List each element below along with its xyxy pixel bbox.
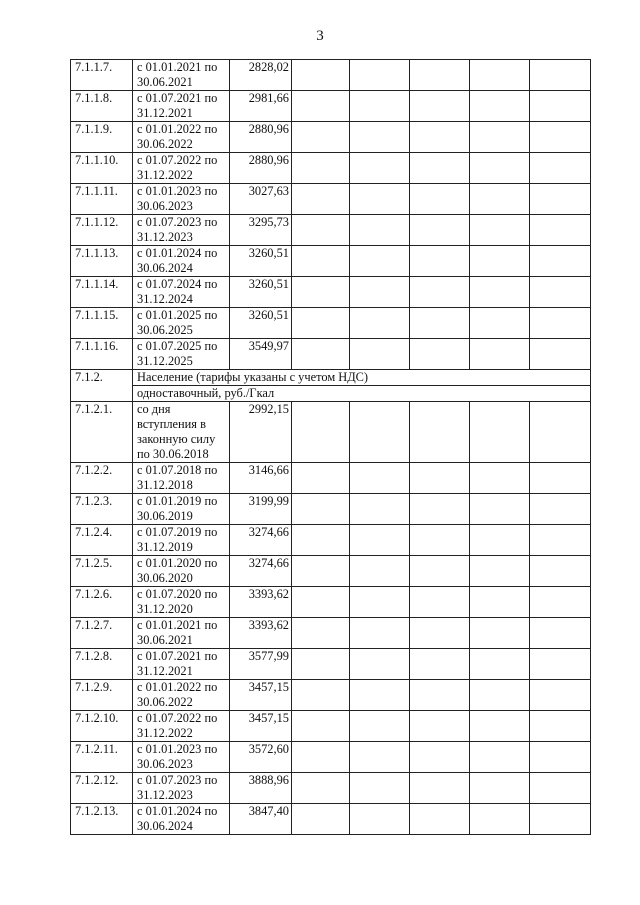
empty-cell xyxy=(530,525,591,556)
empty-cell xyxy=(350,402,410,463)
row-number: 7.1.1.8. xyxy=(71,91,133,122)
empty-cell xyxy=(530,122,591,153)
empty-cell xyxy=(530,680,591,711)
empty-cell xyxy=(292,91,350,122)
row-number: 7.1.1.7. xyxy=(71,60,133,91)
tariff-table xyxy=(70,59,591,835)
period-cell: с 01.07.2020 по 31.12.2020 xyxy=(133,587,230,618)
empty-cell xyxy=(350,184,410,215)
period-cell: с 01.01.2022 по 30.06.2022 xyxy=(133,680,230,711)
empty-cell xyxy=(410,525,470,556)
empty-cell xyxy=(410,494,470,525)
empty-cell xyxy=(530,277,591,308)
empty-cell xyxy=(292,804,350,835)
empty-cell xyxy=(470,91,530,122)
empty-cell xyxy=(530,60,591,91)
row-number: 7.1.2.7. xyxy=(71,618,133,649)
empty-cell xyxy=(530,463,591,494)
empty-cell xyxy=(350,246,410,277)
empty-cell xyxy=(530,556,591,587)
tariff-value: 3457,15 xyxy=(230,711,292,742)
period-cell: с 01.01.2021 по 30.06.2021 xyxy=(133,618,230,649)
period-cell: с 01.01.2021 по 30.06.2021 xyxy=(133,60,230,91)
empty-cell xyxy=(470,525,530,556)
row-number: 7.1.2.10. xyxy=(71,711,133,742)
empty-cell xyxy=(350,122,410,153)
empty-cell xyxy=(470,742,530,773)
row-number: 7.1.1.11. xyxy=(71,184,133,215)
empty-cell xyxy=(292,60,350,91)
tariff-value: 2880,96 xyxy=(230,122,292,153)
empty-cell xyxy=(350,463,410,494)
empty-cell xyxy=(350,711,410,742)
empty-cell xyxy=(350,277,410,308)
empty-cell xyxy=(292,402,350,463)
table-row xyxy=(71,277,591,308)
empty-cell xyxy=(470,153,530,184)
period-cell: с 01.07.2023 по 31.12.2023 xyxy=(133,773,230,804)
row-number: 7.1.1.13. xyxy=(71,246,133,277)
table-row xyxy=(71,402,591,463)
empty-cell xyxy=(530,711,591,742)
tariff-value: 3199,99 xyxy=(230,494,292,525)
empty-cell xyxy=(292,463,350,494)
period-cell: с 01.07.2023 по 31.12.2023 xyxy=(133,215,230,246)
table-row xyxy=(71,742,591,773)
tariff-value: 2880,96 xyxy=(230,153,292,184)
tariff-value: 3577,99 xyxy=(230,649,292,680)
row-number: 7.1.1.10. xyxy=(71,153,133,184)
table-row xyxy=(71,246,591,277)
row-number: 7.1.2.6. xyxy=(71,587,133,618)
empty-cell xyxy=(350,742,410,773)
empty-cell xyxy=(292,773,350,804)
empty-cell xyxy=(410,804,470,835)
tariff-value: 3457,15 xyxy=(230,680,292,711)
empty-cell xyxy=(292,587,350,618)
table-row xyxy=(71,60,591,91)
empty-cell xyxy=(292,618,350,649)
tariff-value: 3549,97 xyxy=(230,339,292,370)
empty-cell xyxy=(350,215,410,246)
empty-cell xyxy=(410,587,470,618)
table-row xyxy=(71,711,591,742)
empty-cell xyxy=(470,649,530,680)
empty-cell xyxy=(470,122,530,153)
empty-cell xyxy=(470,556,530,587)
empty-cell xyxy=(410,60,470,91)
empty-cell xyxy=(410,91,470,122)
tariff-value: 3260,51 xyxy=(230,246,292,277)
table-row xyxy=(71,804,591,835)
table-row xyxy=(71,494,591,525)
empty-cell xyxy=(350,649,410,680)
empty-cell xyxy=(350,494,410,525)
row-number: 7.1.2.2. xyxy=(71,463,133,494)
empty-cell xyxy=(410,618,470,649)
period-cell: с 01.07.2024 по 31.12.2024 xyxy=(133,277,230,308)
empty-cell xyxy=(350,525,410,556)
period-cell: с 01.01.2025 по 30.06.2025 xyxy=(133,308,230,339)
row-number: 7.1.2.1. xyxy=(71,402,133,463)
empty-cell xyxy=(350,60,410,91)
empty-cell xyxy=(530,649,591,680)
table-row xyxy=(71,184,591,215)
row-number: 7.1.2.13. xyxy=(71,804,133,835)
tariff-value: 3260,51 xyxy=(230,308,292,339)
empty-cell xyxy=(530,308,591,339)
empty-cell xyxy=(530,153,591,184)
empty-cell xyxy=(470,402,530,463)
empty-cell xyxy=(350,804,410,835)
empty-cell xyxy=(410,773,470,804)
empty-cell xyxy=(292,246,350,277)
table-row xyxy=(71,556,591,587)
row-number: 7.1.1.15. xyxy=(71,308,133,339)
empty-cell xyxy=(530,91,591,122)
empty-cell xyxy=(470,215,530,246)
empty-cell xyxy=(292,122,350,153)
empty-cell xyxy=(292,153,350,184)
period-cell: со дня вступления в законную силу по 30.06.2018 xyxy=(133,402,230,463)
period-cell: с 01.01.2024 по 30.06.2024 xyxy=(133,804,230,835)
empty-cell xyxy=(530,339,591,370)
empty-cell xyxy=(350,556,410,587)
empty-cell xyxy=(470,463,530,494)
empty-cell xyxy=(410,277,470,308)
row-number: 7.1.1.16. xyxy=(71,339,133,370)
empty-cell xyxy=(350,773,410,804)
empty-cell xyxy=(470,618,530,649)
row-number: 7.1.2.11. xyxy=(71,742,133,773)
tariff-value: 3027,63 xyxy=(230,184,292,215)
period-cell: с 01.07.2019 по 31.12.2019 xyxy=(133,525,230,556)
section-header-row xyxy=(71,370,591,402)
empty-cell xyxy=(410,339,470,370)
empty-cell xyxy=(410,649,470,680)
empty-cell xyxy=(530,618,591,649)
tariff-value: 3393,62 xyxy=(230,587,292,618)
empty-cell xyxy=(410,246,470,277)
table-row xyxy=(71,463,591,494)
row-number: 7.1.2.8. xyxy=(71,649,133,680)
empty-cell xyxy=(410,215,470,246)
empty-cell xyxy=(530,773,591,804)
empty-cell xyxy=(410,742,470,773)
empty-cell xyxy=(470,494,530,525)
period-cell: с 01.07.2022 по 31.12.2022 xyxy=(133,153,230,184)
row-number: 7.1.2.12. xyxy=(71,773,133,804)
table-row xyxy=(71,122,591,153)
table-row xyxy=(71,308,591,339)
empty-cell xyxy=(530,215,591,246)
empty-cell xyxy=(470,339,530,370)
empty-cell xyxy=(470,277,530,308)
tariff-value: 3146,66 xyxy=(230,463,292,494)
row-number: 7.1.2.5. xyxy=(71,556,133,587)
section-title: Население (тарифы указаны с учетом НДС) xyxy=(137,370,369,384)
period-cell: с 01.07.2021 по 31.12.2021 xyxy=(133,649,230,680)
tariff-value: 3393,62 xyxy=(230,618,292,649)
section-title-cell xyxy=(133,370,591,402)
period-cell: с 01.07.2022 по 31.12.2022 xyxy=(133,711,230,742)
empty-cell xyxy=(292,649,350,680)
period-cell: с 01.07.2018 по 31.12.2018 xyxy=(133,463,230,494)
empty-cell xyxy=(470,773,530,804)
tariff-value: 3274,66 xyxy=(230,556,292,587)
empty-cell xyxy=(292,494,350,525)
empty-cell xyxy=(410,184,470,215)
empty-cell xyxy=(410,122,470,153)
empty-cell xyxy=(530,184,591,215)
empty-cell xyxy=(292,215,350,246)
empty-cell xyxy=(530,494,591,525)
empty-cell xyxy=(410,308,470,339)
tariff-value: 2992,15 xyxy=(230,402,292,463)
empty-cell xyxy=(350,587,410,618)
period-cell: с 01.01.2020 по 30.06.2020 xyxy=(133,556,230,587)
row-number: 7.1.2.4. xyxy=(71,525,133,556)
table-row xyxy=(71,525,591,556)
table-row xyxy=(71,215,591,246)
empty-cell xyxy=(292,339,350,370)
period-cell: с 01.01.2019 по 30.06.2019 xyxy=(133,494,230,525)
tariff-value: 2981,66 xyxy=(230,91,292,122)
empty-cell xyxy=(350,153,410,184)
empty-cell xyxy=(410,463,470,494)
empty-cell xyxy=(410,402,470,463)
empty-cell xyxy=(410,556,470,587)
empty-cell xyxy=(470,184,530,215)
empty-cell xyxy=(470,711,530,742)
tariff-value: 3260,51 xyxy=(230,277,292,308)
table-row xyxy=(71,91,591,122)
period-cell: с 01.07.2021 по 31.12.2021 xyxy=(133,91,230,122)
period-cell: с 01.01.2024 по 30.06.2024 xyxy=(133,246,230,277)
empty-cell xyxy=(292,680,350,711)
empty-cell xyxy=(350,618,410,649)
tariff-value: 3274,66 xyxy=(230,525,292,556)
empty-cell xyxy=(410,680,470,711)
empty-cell xyxy=(530,402,591,463)
empty-cell xyxy=(470,804,530,835)
empty-cell xyxy=(350,308,410,339)
row-number: 7.1.1.9. xyxy=(71,122,133,153)
empty-cell xyxy=(470,308,530,339)
empty-cell xyxy=(470,246,530,277)
empty-cell xyxy=(292,525,350,556)
empty-cell xyxy=(410,711,470,742)
empty-cell xyxy=(530,587,591,618)
section-subtitle: одноставочный, руб./Гкал xyxy=(133,385,590,401)
period-cell: с 01.07.2025 по 31.12.2025 xyxy=(133,339,230,370)
period-cell: с 01.01.2023 по 30.06.2023 xyxy=(133,742,230,773)
period-cell: с 01.01.2022 по 30.06.2022 xyxy=(133,122,230,153)
empty-cell xyxy=(292,711,350,742)
empty-cell xyxy=(530,804,591,835)
empty-cell xyxy=(350,91,410,122)
table-row xyxy=(71,618,591,649)
row-number: 7.1.1.14. xyxy=(71,277,133,308)
empty-cell xyxy=(470,60,530,91)
empty-cell xyxy=(470,680,530,711)
empty-cell xyxy=(292,556,350,587)
empty-cell xyxy=(350,680,410,711)
table-row xyxy=(71,587,591,618)
tariff-value: 3888,96 xyxy=(230,773,292,804)
row-number: 7.1.2.3. xyxy=(71,494,133,525)
table-row xyxy=(71,649,591,680)
empty-cell xyxy=(350,339,410,370)
empty-cell xyxy=(470,587,530,618)
empty-cell xyxy=(410,153,470,184)
empty-cell xyxy=(530,246,591,277)
empty-cell xyxy=(292,184,350,215)
tariff-value: 2828,02 xyxy=(230,60,292,91)
period-cell: с 01.01.2023 по 30.06.2023 xyxy=(133,184,230,215)
empty-cell xyxy=(292,308,350,339)
table-row xyxy=(71,773,591,804)
empty-cell xyxy=(292,277,350,308)
tariff-value: 3572,60 xyxy=(230,742,292,773)
table-row xyxy=(71,339,591,370)
row-number: 7.1.2.9. xyxy=(71,680,133,711)
empty-cell xyxy=(530,742,591,773)
row-number: 7.1.2. xyxy=(71,370,133,402)
tariff-value: 3847,40 xyxy=(230,804,292,835)
table-row xyxy=(71,153,591,184)
page-number: 3 xyxy=(316,28,324,44)
row-number: 7.1.1.12. xyxy=(71,215,133,246)
table-row xyxy=(71,680,591,711)
tariff-value: 3295,73 xyxy=(230,215,292,246)
empty-cell xyxy=(292,742,350,773)
